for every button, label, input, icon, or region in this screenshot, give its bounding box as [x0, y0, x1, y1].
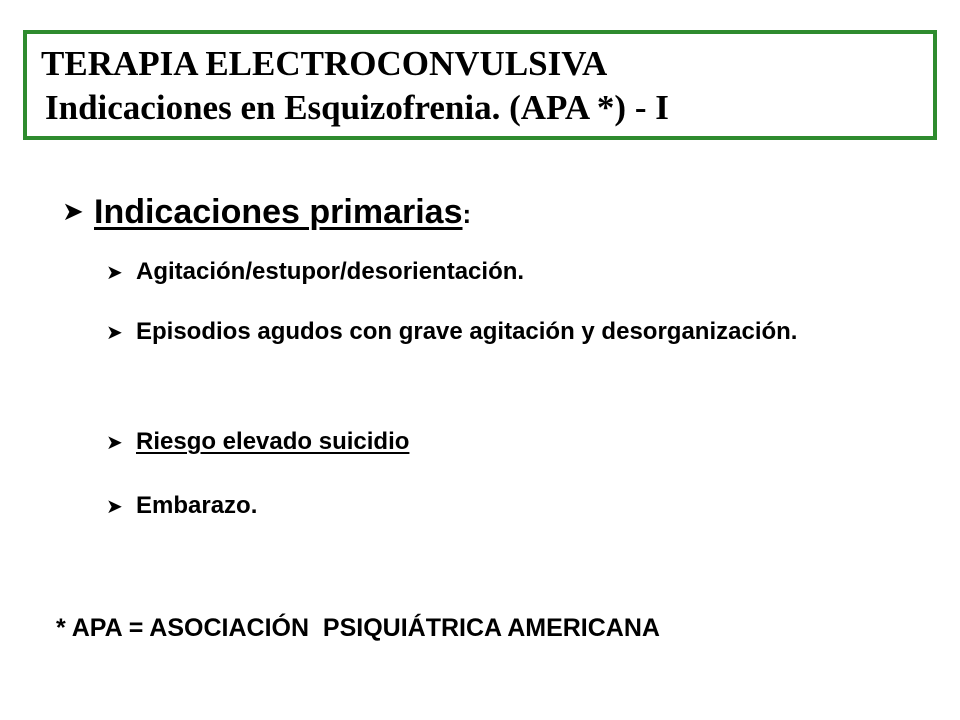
list-item	[106, 422, 409, 463]
list-item	[106, 252, 524, 293]
primary-heading-colon: :	[462, 199, 472, 229]
arrow-right-icon: ➤	[106, 260, 123, 284]
footnote: * APA = ASOCIACIÓN PSIQUIÁTRICA AMERICANA	[56, 614, 660, 642]
list-item	[106, 312, 836, 353]
slide-title: TERAPIA ELECTROCONVULSIVA	[41, 44, 608, 83]
slide-subtitle: Indicaciones en Esquizofrenia. (APA *) - I	[45, 88, 669, 127]
list-item	[106, 486, 257, 527]
arrow-right-icon: ➤	[106, 320, 123, 344]
list-item-text: Riesgo elevado suicidio	[136, 428, 410, 455]
arrow-right-icon: ➤	[106, 430, 123, 454]
list-item-text: Episodios agudos con grave agitación y desorganización.	[136, 318, 798, 345]
arrow-right-icon: ➤	[106, 494, 123, 518]
primary-heading-text: Indicaciones primarias	[94, 193, 463, 231]
list-item-text: Agitación/estupor/desorientación.	[136, 258, 525, 285]
arrow-right-icon: ➤	[62, 197, 84, 227]
primary-indications-heading	[62, 190, 471, 236]
title-box	[23, 30, 937, 140]
list-item-text: Embarazo.	[136, 492, 258, 519]
